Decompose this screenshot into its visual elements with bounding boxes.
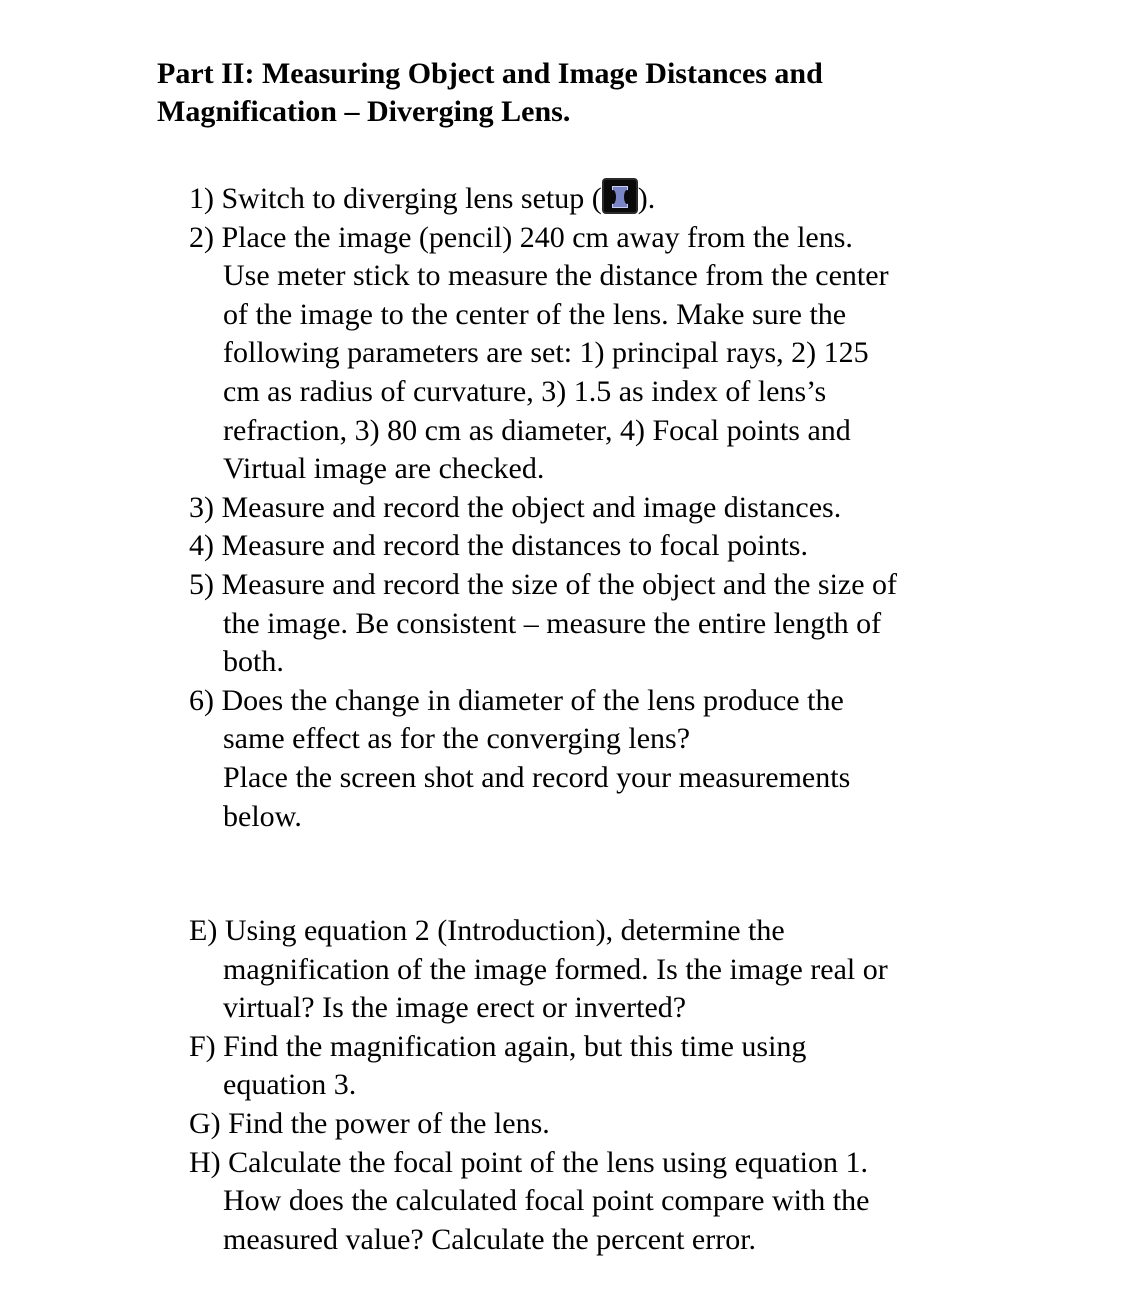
procedure-steps <box>189 178 1009 836</box>
heading-line-1: Part II: Measuring Object and Image Distances and <box>157 57 823 90</box>
question-h-line: How does the calculated focal point compare with the <box>223 1184 870 1218</box>
step-5-line: both. <box>223 645 284 679</box>
step-2-line: refraction, 3) 80 cm as diameter, 4) Focal points and <box>223 413 851 447</box>
question-g: G) Find the power of the lens. <box>189 1106 550 1140</box>
step-2-line: cm as radius of curvature, 3) 1.5 as index of lens’s <box>223 374 827 408</box>
step-6-line: below. <box>223 799 302 833</box>
step-5: 5) Measure and record the size of the object and the size of <box>189 567 898 601</box>
step-6-line: Place the screen shot and record your measurements <box>223 760 851 794</box>
step-2-line: Use meter stick to measure the distance from the center <box>223 259 889 293</box>
step-5-line: the image. Be consistent – measure the entire length of <box>223 606 882 640</box>
step-6: 6) Does the change in diameter of the lens produce the <box>189 683 844 717</box>
heading-line-2: Magnification – Diverging Lens. <box>157 95 571 128</box>
diverging-lens-icon <box>602 178 638 214</box>
question-h-line: measured value? Calculate the percent error. <box>223 1222 757 1256</box>
step-3: 3) Measure and record the object and image distances. <box>189 490 842 524</box>
question-h: H) Calculate the focal point of the lens using equation 1. <box>189 1145 868 1179</box>
step-6-line: same effect as for the converging lens? <box>223 722 691 756</box>
question-f: F) Find the magnification again, but this time using <box>189 1029 807 1063</box>
analysis-questions <box>189 912 1009 1259</box>
section-heading <box>157 55 1057 131</box>
step-2-line: following parameters are set: 1) principal rays, 2) 125 <box>223 336 869 370</box>
question-f-line: equation 3. <box>223 1068 357 1102</box>
step-4: 4) Measure and record the distances to focal points. <box>189 529 808 563</box>
step-1-close: ). <box>637 182 656 215</box>
step-2-line: Virtual image are checked. <box>223 452 545 486</box>
question-e-line: virtual? Is the image erect or inverted? <box>223 991 687 1025</box>
step-2-line: of the image to the center of the lens. Make sure the <box>223 297 847 331</box>
step-1 <box>189 178 1009 219</box>
question-e-line: magnification of the image formed. Is the image real or <box>223 952 888 986</box>
question-e: E) Using equation 2 (Introduction), determine the <box>189 914 785 947</box>
step-2: 2) Place the image (pencil) 240 cm away from the lens. <box>189 220 853 254</box>
step-1-text: 1) Switch to diverging lens setup ( <box>189 182 602 215</box>
